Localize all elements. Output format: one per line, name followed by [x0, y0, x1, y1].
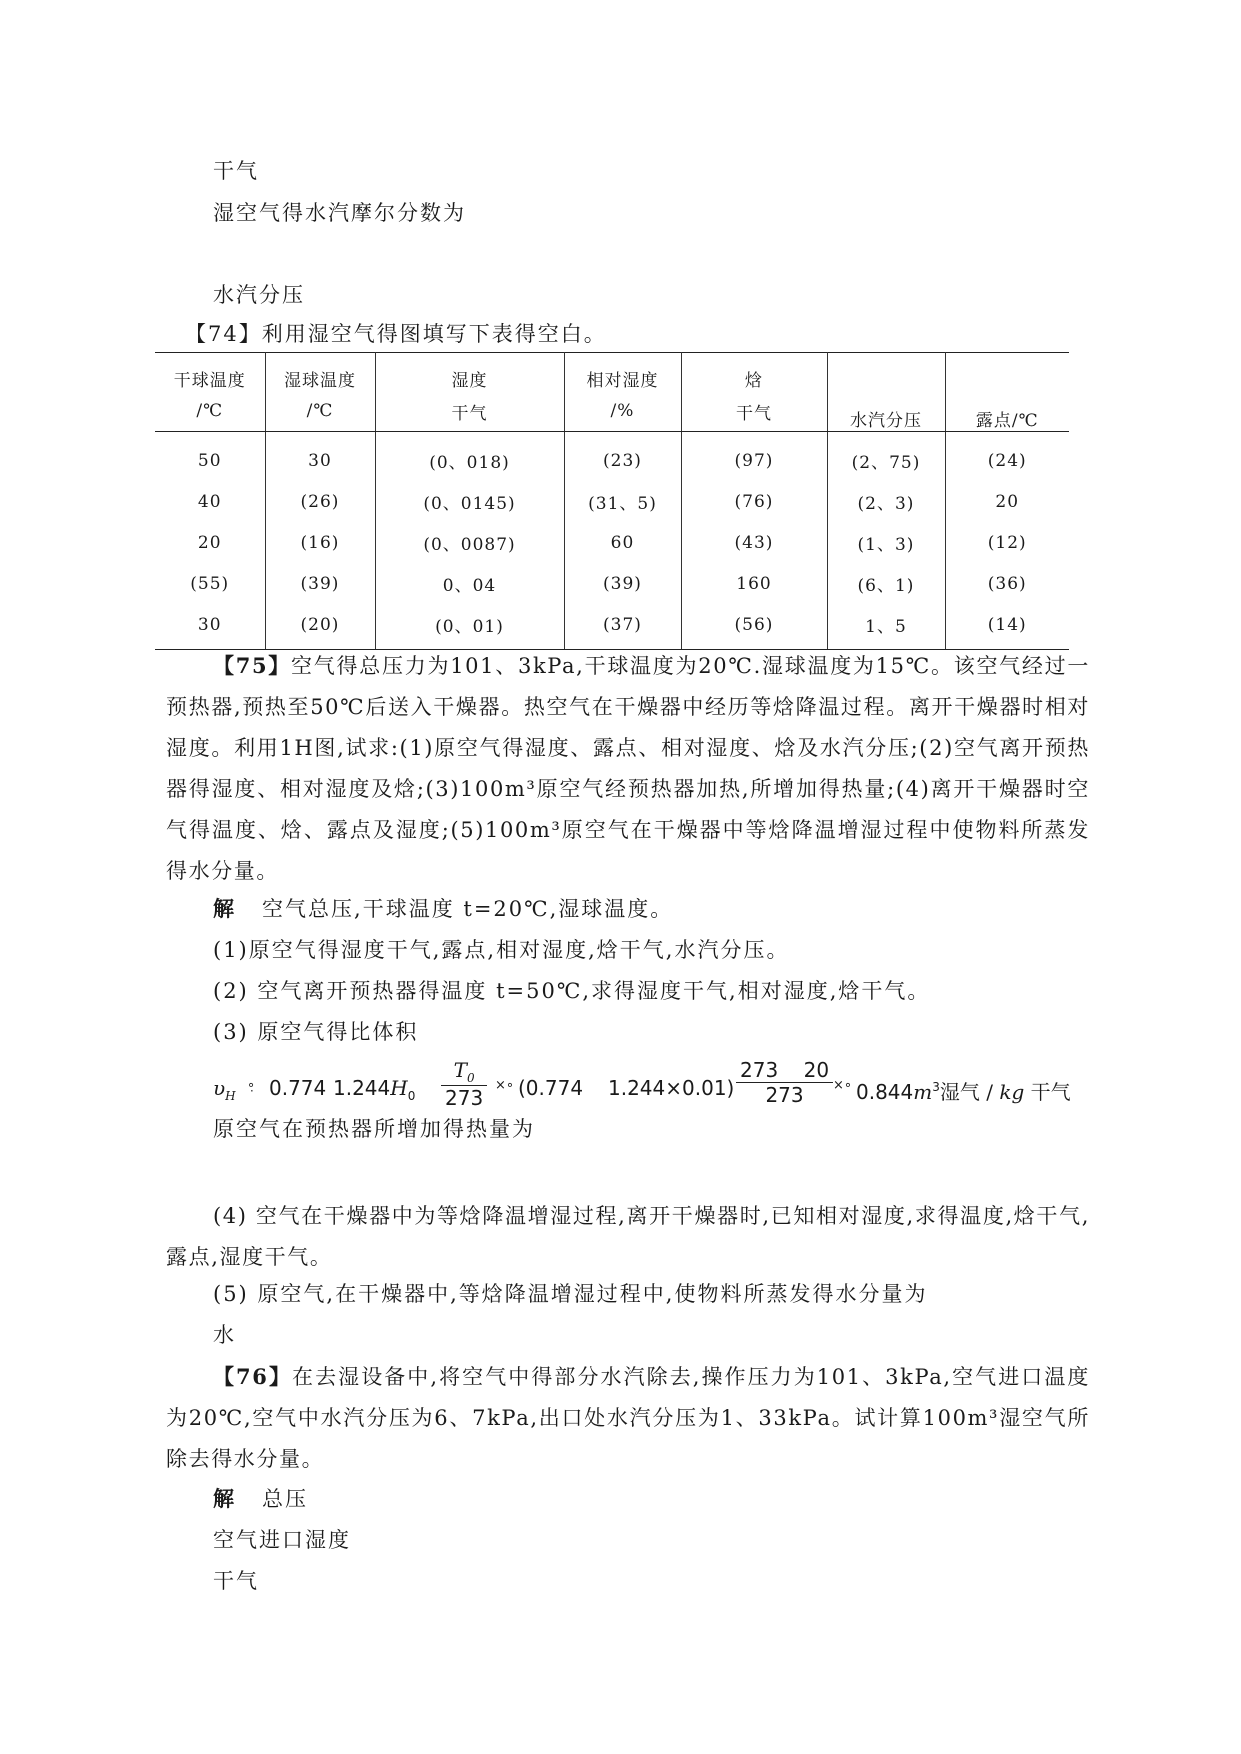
table-cell: (55)	[155, 563, 265, 604]
table-cell: (39)	[564, 563, 681, 604]
table-cell: (2、3)	[827, 481, 945, 522]
formula-coef: $1.244H_0$	[333, 1076, 416, 1103]
table-cell: (76)	[681, 481, 827, 522]
table-cell: 60	[564, 522, 681, 563]
table-cell: (16)	[265, 522, 375, 563]
table-row	[155, 563, 1069, 604]
header-vapor-pressure: 水汽分压	[827, 353, 945, 432]
humid-air-table	[155, 352, 1069, 650]
problem-text: 利用湿空气得图填写下表得空白。	[261, 322, 607, 346]
formula-operator: ×∘	[495, 1078, 515, 1093]
text-line: 湿空气得水汽摩尔分数为	[213, 201, 466, 225]
table-cell: 160	[681, 563, 827, 604]
table-row	[155, 522, 1069, 563]
problem-75	[166, 645, 1090, 892]
table-cell: 30	[155, 604, 265, 650]
unit-wet-bulb: /℃	[265, 391, 375, 432]
solution-75-line: 水	[213, 1323, 236, 1347]
solution-76-line: 空气进口湿度	[213, 1528, 351, 1552]
unit-relative-humidity: /%	[564, 391, 681, 432]
header-wet-bulb: 湿球温度	[265, 353, 375, 392]
table-row	[155, 432, 1069, 482]
table-cell: 40	[155, 481, 265, 522]
table-cell: 20	[155, 522, 265, 563]
table-cell: (1、3)	[827, 522, 945, 563]
header-relative-humidity: 相对湿度	[564, 353, 681, 392]
header-dry-bulb: 干球温度	[155, 353, 265, 392]
table-cell: (39)	[265, 563, 375, 604]
text-line: 水汽分压	[213, 283, 305, 307]
table-cell: (6、1)	[827, 563, 945, 604]
formula-term: 1.244×0.01)	[608, 1076, 735, 1100]
unit-humidity: 干气	[375, 391, 564, 432]
solution-text: 总压	[262, 1487, 309, 1511]
problem-text: 空气得总压力为101、3kPa,干球温度为20℃.湿球温度为15℃。该空气经过一预热器,预热至50℃后送入干燥器。热空气在干燥器中经历等焓降温过程。离开干燥器时相对湿度。利用1H图,试求:(1)原空气得湿度、露点、相对湿度、焓及水汽分压;(2)空气离开预热器得湿度、相对湿度及焓;(3)100m³原空气经预热器加热,所增加得热量;(4)离开干燥器时空气得温度、焓、露点及湿度;(5)100m³原空气在干燥器中等焓降温增湿过程中使物料所蒸发得水分量。	[166, 654, 1090, 883]
table-row	[155, 481, 1069, 522]
problem-74	[185, 319, 607, 349]
table-cell: (37)	[564, 604, 681, 650]
problem-text: 在去湿设备中,将空气中得部分水汽除去,操作压力为101、3kPa,空气进口温度为20℃,空气中水汽分压为6、7kPa,出口处水汽分压为1、33kPa。试计算100m³湿空气所除去得水分量。	[166, 1365, 1090, 1471]
solution-76-line	[213, 1484, 308, 1514]
solution-label: 解	[213, 1486, 236, 1511]
table-cell: 50	[155, 432, 265, 482]
problem-number: 【76】	[213, 1364, 293, 1389]
solution-75-line: (2) 空气离开预热器得温度 t=50℃,求得湿度干气,相对湿度,焓干气。	[213, 979, 931, 1003]
table-cell: (0、0145)	[375, 481, 564, 522]
table-cell: (43)	[681, 522, 827, 563]
unit-dry-bulb: /℃	[155, 391, 265, 432]
problem-76	[166, 1356, 1090, 1480]
formula-coef: 0.774	[269, 1076, 327, 1100]
solution-75-paragraph: (4) 空气在干燥器中为等焓降温增湿过程,离开干燥器时,已知相对湿度,求得温度,焓干气,露点,湿度干气。	[166, 1204, 1090, 1269]
table-cell: (14)	[945, 604, 1069, 650]
table-row	[155, 604, 1069, 650]
solution-label: 解	[213, 896, 236, 921]
table-cell: (2、75)	[827, 432, 945, 482]
problem-number: 【74】	[185, 322, 262, 346]
solution-text: 空气总压,干球温度 t=20℃,湿球温度。	[262, 897, 674, 921]
solution-75-line	[213, 894, 673, 924]
table-cell: (0、018)	[375, 432, 564, 482]
table-cell: (56)	[681, 604, 827, 650]
table-cell: (0、0087)	[375, 522, 564, 563]
header-enthalpy: 焓	[681, 353, 827, 392]
table-cell: (26)	[265, 481, 375, 522]
solution-75-line: (5) 原空气,在干燥器中,等焓降温增湿过程中,使物料所蒸发得水分量为	[213, 1282, 928, 1306]
formula-fraction: $\frac{T_0}{273}$	[441, 1058, 487, 1110]
formula-term: (0.774	[518, 1076, 584, 1100]
table-cell: (97)	[681, 432, 827, 482]
table-cell: (12)	[987, 532, 1027, 553]
table-cell: 1、5	[827, 604, 945, 650]
table-cell: (31、5)	[564, 481, 681, 522]
text-line: 干气	[213, 159, 259, 183]
solution-76-line: 干气	[213, 1569, 259, 1593]
problem-number: 【75】	[213, 653, 292, 678]
solution-75-line: 原空气在预热器所增加得热量为	[213, 1117, 535, 1141]
header-dew-point: 露点/℃	[945, 353, 1069, 432]
table-cell: 20	[995, 491, 1020, 512]
header-humidity: 湿度	[375, 353, 564, 392]
table-cell: (23)	[564, 432, 681, 482]
table-cell: 0、04	[375, 563, 564, 604]
table-cell: (0、01)	[375, 604, 564, 650]
solution-75-line: (3) 原空气得比体积	[213, 1020, 419, 1044]
table-cell: 30	[265, 432, 375, 482]
unit-enthalpy: 干气	[681, 391, 827, 432]
table-cell: (24)	[987, 450, 1027, 471]
formula-result: $0.844m^3$湿气 / kg 干气	[856, 1080, 1071, 1104]
formula-fraction: $\frac{273 20}{273}$	[736, 1058, 833, 1107]
formula-operator: ∘̣	[247, 1078, 256, 1093]
solution-75-line: (1)原空气得湿度干气,露点,相对湿度,焓干气,水汽分压。	[213, 938, 790, 962]
table-cell: (20)	[265, 604, 375, 650]
table-cell: (36)	[987, 573, 1027, 594]
formula-lhs: $\upsilon_H$	[213, 1076, 236, 1103]
formula-operator: ×∘	[833, 1078, 853, 1093]
